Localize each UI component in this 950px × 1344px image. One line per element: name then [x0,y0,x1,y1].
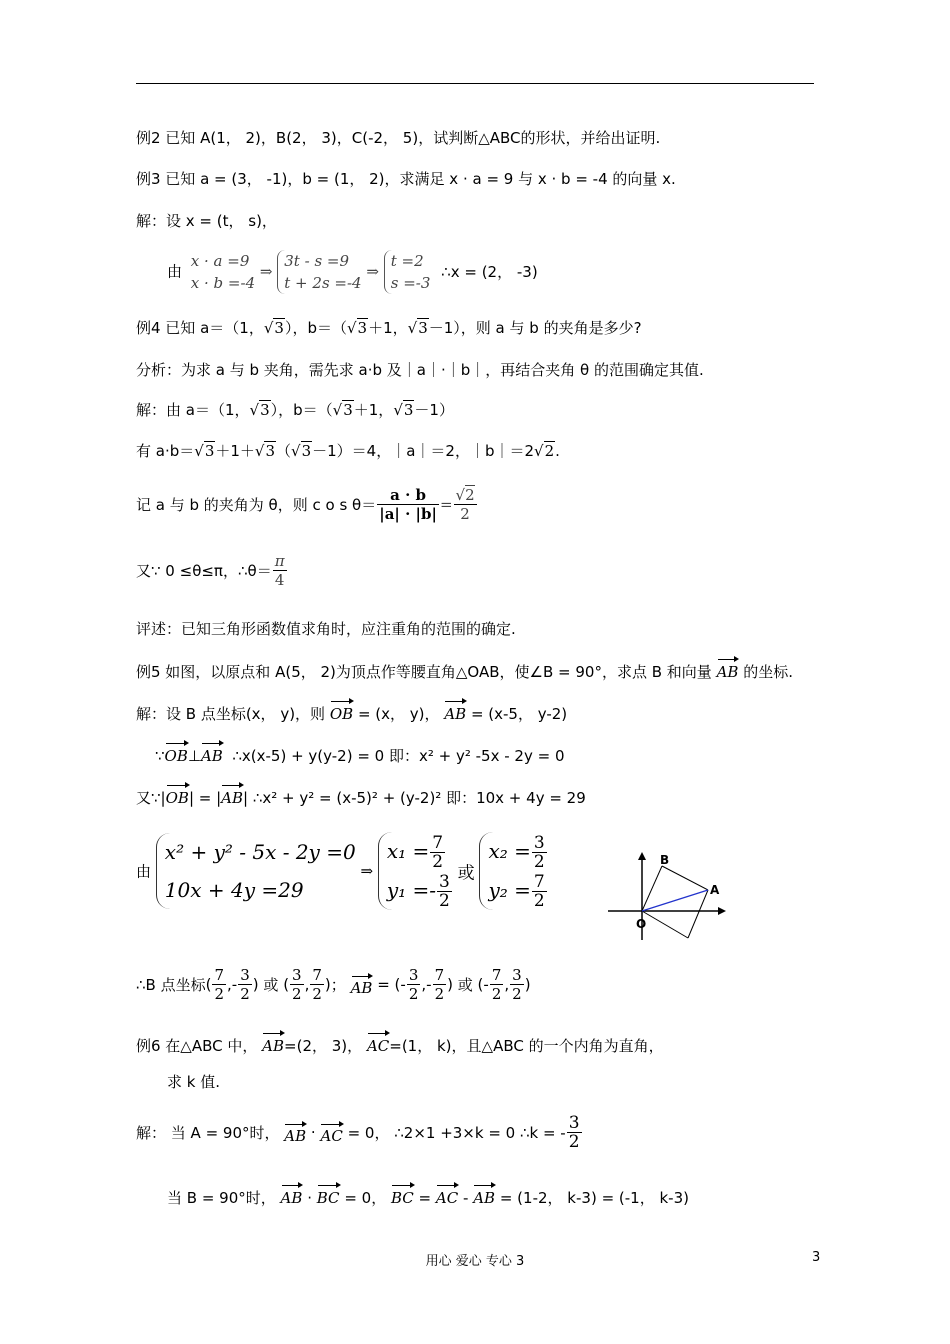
vector-ab: AB [351,973,373,997]
example-5-solution-3: 又∵|OB| = |AB| ∴x² + y² = (x-5)² + (y-2)² 即：10x + 4y = 29 [136,782,586,808]
example-5-system: 由 x² + y² - 5x - 2y =0 10x + 4y =29 ⇒ x₁ = $\frac{7}{2}$ y₁ =- $\frac{3}{2}$ 或 x₂ = $\frac{3}{2}$ y₂ = $\frac{7}{2}$ [136,832,548,910]
vector-ac: AC [320,1121,342,1145]
example-6-question: 求 k 值. [167,1073,220,1091]
vector-ab: AB [281,1182,303,1208]
example-4-solution-2: 有 a·b＝√3＋1＋√3（√3－1）＝4，｜a｜＝2，｜b｜＝2√2. [136,442,560,460]
system-1: x · a =9 x · b =-4 [190,252,256,292]
vector-bc: BC [391,1182,414,1208]
vector-ob: OB [330,698,353,724]
vector-ac: AC [436,1182,458,1208]
segment-ob2 [642,911,688,938]
page-footer: 用心 爱心 专心 3 [425,1254,525,1269]
vector-ab: AB [717,656,739,682]
example-6-solution-1: 解： 当 A = 90°时， AB · AC = 0， ∴2×1 +3×k = 0 ∴k = - $\frac{3}{2}$ [136,1113,580,1152]
segment-b2a [688,890,708,938]
example-5: 例5 如图，以原点和 A(5， 2)为顶点作等腰直角△OAB，使∠B = 90°，求点 B 和向量 AB 的坐标. [136,656,793,682]
example-4-solution-3: 记 a 与 b 的夹角为 θ，则 c o s θ＝ $\frac{a \cdot b}{|a| \cdot |b|}$ = $\frac{√2}{2}$ [136,486,475,523]
page-number: 3 [812,1250,821,1265]
example-4-comment: 评述：已知三角形函数值求角时，应注重角的范围的确定. [136,620,516,638]
example-4-analysis: 分析：为求 a 与 b 夹角，需先求 a·b 及｜a｜·｜b｜，再结合夹角 θ 的范围确定其值. [136,361,704,379]
y-axis-arrow [638,852,646,860]
vector-ob: OB [165,740,188,766]
example-6-solution-2: 当 B = 90°时， AB · BC = 0， BC = AC - AB = (1-2， k-3) = (-1， k-3) [167,1182,689,1208]
vector-ab: AB [221,782,243,808]
example-3: 例3 已知 a = (3， -1)，b = (1， 2)，求满足 x · a = 9 与 x · b = -4 的向量 x. [136,170,676,188]
vector-ab: AB [201,740,223,766]
system-3: t =2 s =-3 [384,250,431,294]
example-4-solution-1: 解：由 a＝（1，√3），b＝（√3＋1，√3－1） [136,401,454,419]
example-6: 例6 在△ABC 中， AB=(2， 3)， AC=(1， k)，且△ABC 的一个内角为直角， [136,1030,664,1056]
label-a: A [710,883,720,897]
example-5-solution-1: 解：设 B 点坐标(x， y)，则 OB = (x， y)， AB = (x-5， y-2) [136,698,567,724]
system-big-3: x₂ = $\frac{3}{2}$ y₂ = $\frac{7}{2}$ [479,832,547,910]
vector-bc: BC [317,1182,340,1208]
segment-ob [642,866,662,911]
isosceles-right-triangle-figure [604,848,730,942]
label-b: B [660,853,670,867]
system-2: 3t - s =9 t + 2s =-4 [277,250,361,294]
segment-oa [642,890,708,911]
system-big-2: x₁ = $\frac{7}{2}$ y₁ =- $\frac{3}{2}$ [378,832,453,910]
x-axis-arrow [718,907,726,915]
vector-ab: AB [444,698,466,724]
vector-ab: AB [473,1182,495,1208]
example-2: 例2 已知 A(1， 2)，B(2， 3)，C(-2， 5)，试判断△ABC的形状，并给出证明. [136,129,661,147]
vector-ac: AC [367,1030,389,1056]
vector-ob: OB [166,782,189,808]
example-4: 例4 已知 a＝（1，√3），b＝（√3＋1，√3－1），则 a 与 b 的夹角是多少? [136,319,642,337]
example-5-result: ∴B 点坐标( $\frac{7}{2}$ ,- $\frac{3}{2}$ ) 或 ( $\frac{3}{2}$ , $\frac{7}{2}$ )； AB = (- $\frac{3}{2}$ ,- $\frac{7}{2}$ ) 或 (- $\frac{7}{2}$ , $\frac{3}{2}$ ) [136,966,531,1003]
vector-ab: AB [284,1121,306,1145]
example-3-solution-setup: 解：设 x = (t， s)， [136,212,277,230]
vector-ab: AB [262,1030,284,1056]
example-3-system: 由 x · a =9 x · b =-4 ⇒ 3t - s =9 t + 2s =-4 ⇒ t =2 s =-3 ∴x = (2， -3) [167,252,538,292]
segment-ba [662,866,708,890]
example-5-solution-2: ∵OB⊥AB ∴x(x-5) + y(y-2) = 0 即：x² + y² -5x - 2y = 0 [155,740,565,766]
header-rule [136,83,814,84]
example-4-solution-4: 又∵ 0 ≤θ≤π，∴θ＝ $\frac{\pi}{4}$ [136,552,285,589]
label-o: O [636,917,647,931]
system-big-1: x² + y² - 5x - 2y =0 10x + 4y =29 [156,833,356,909]
